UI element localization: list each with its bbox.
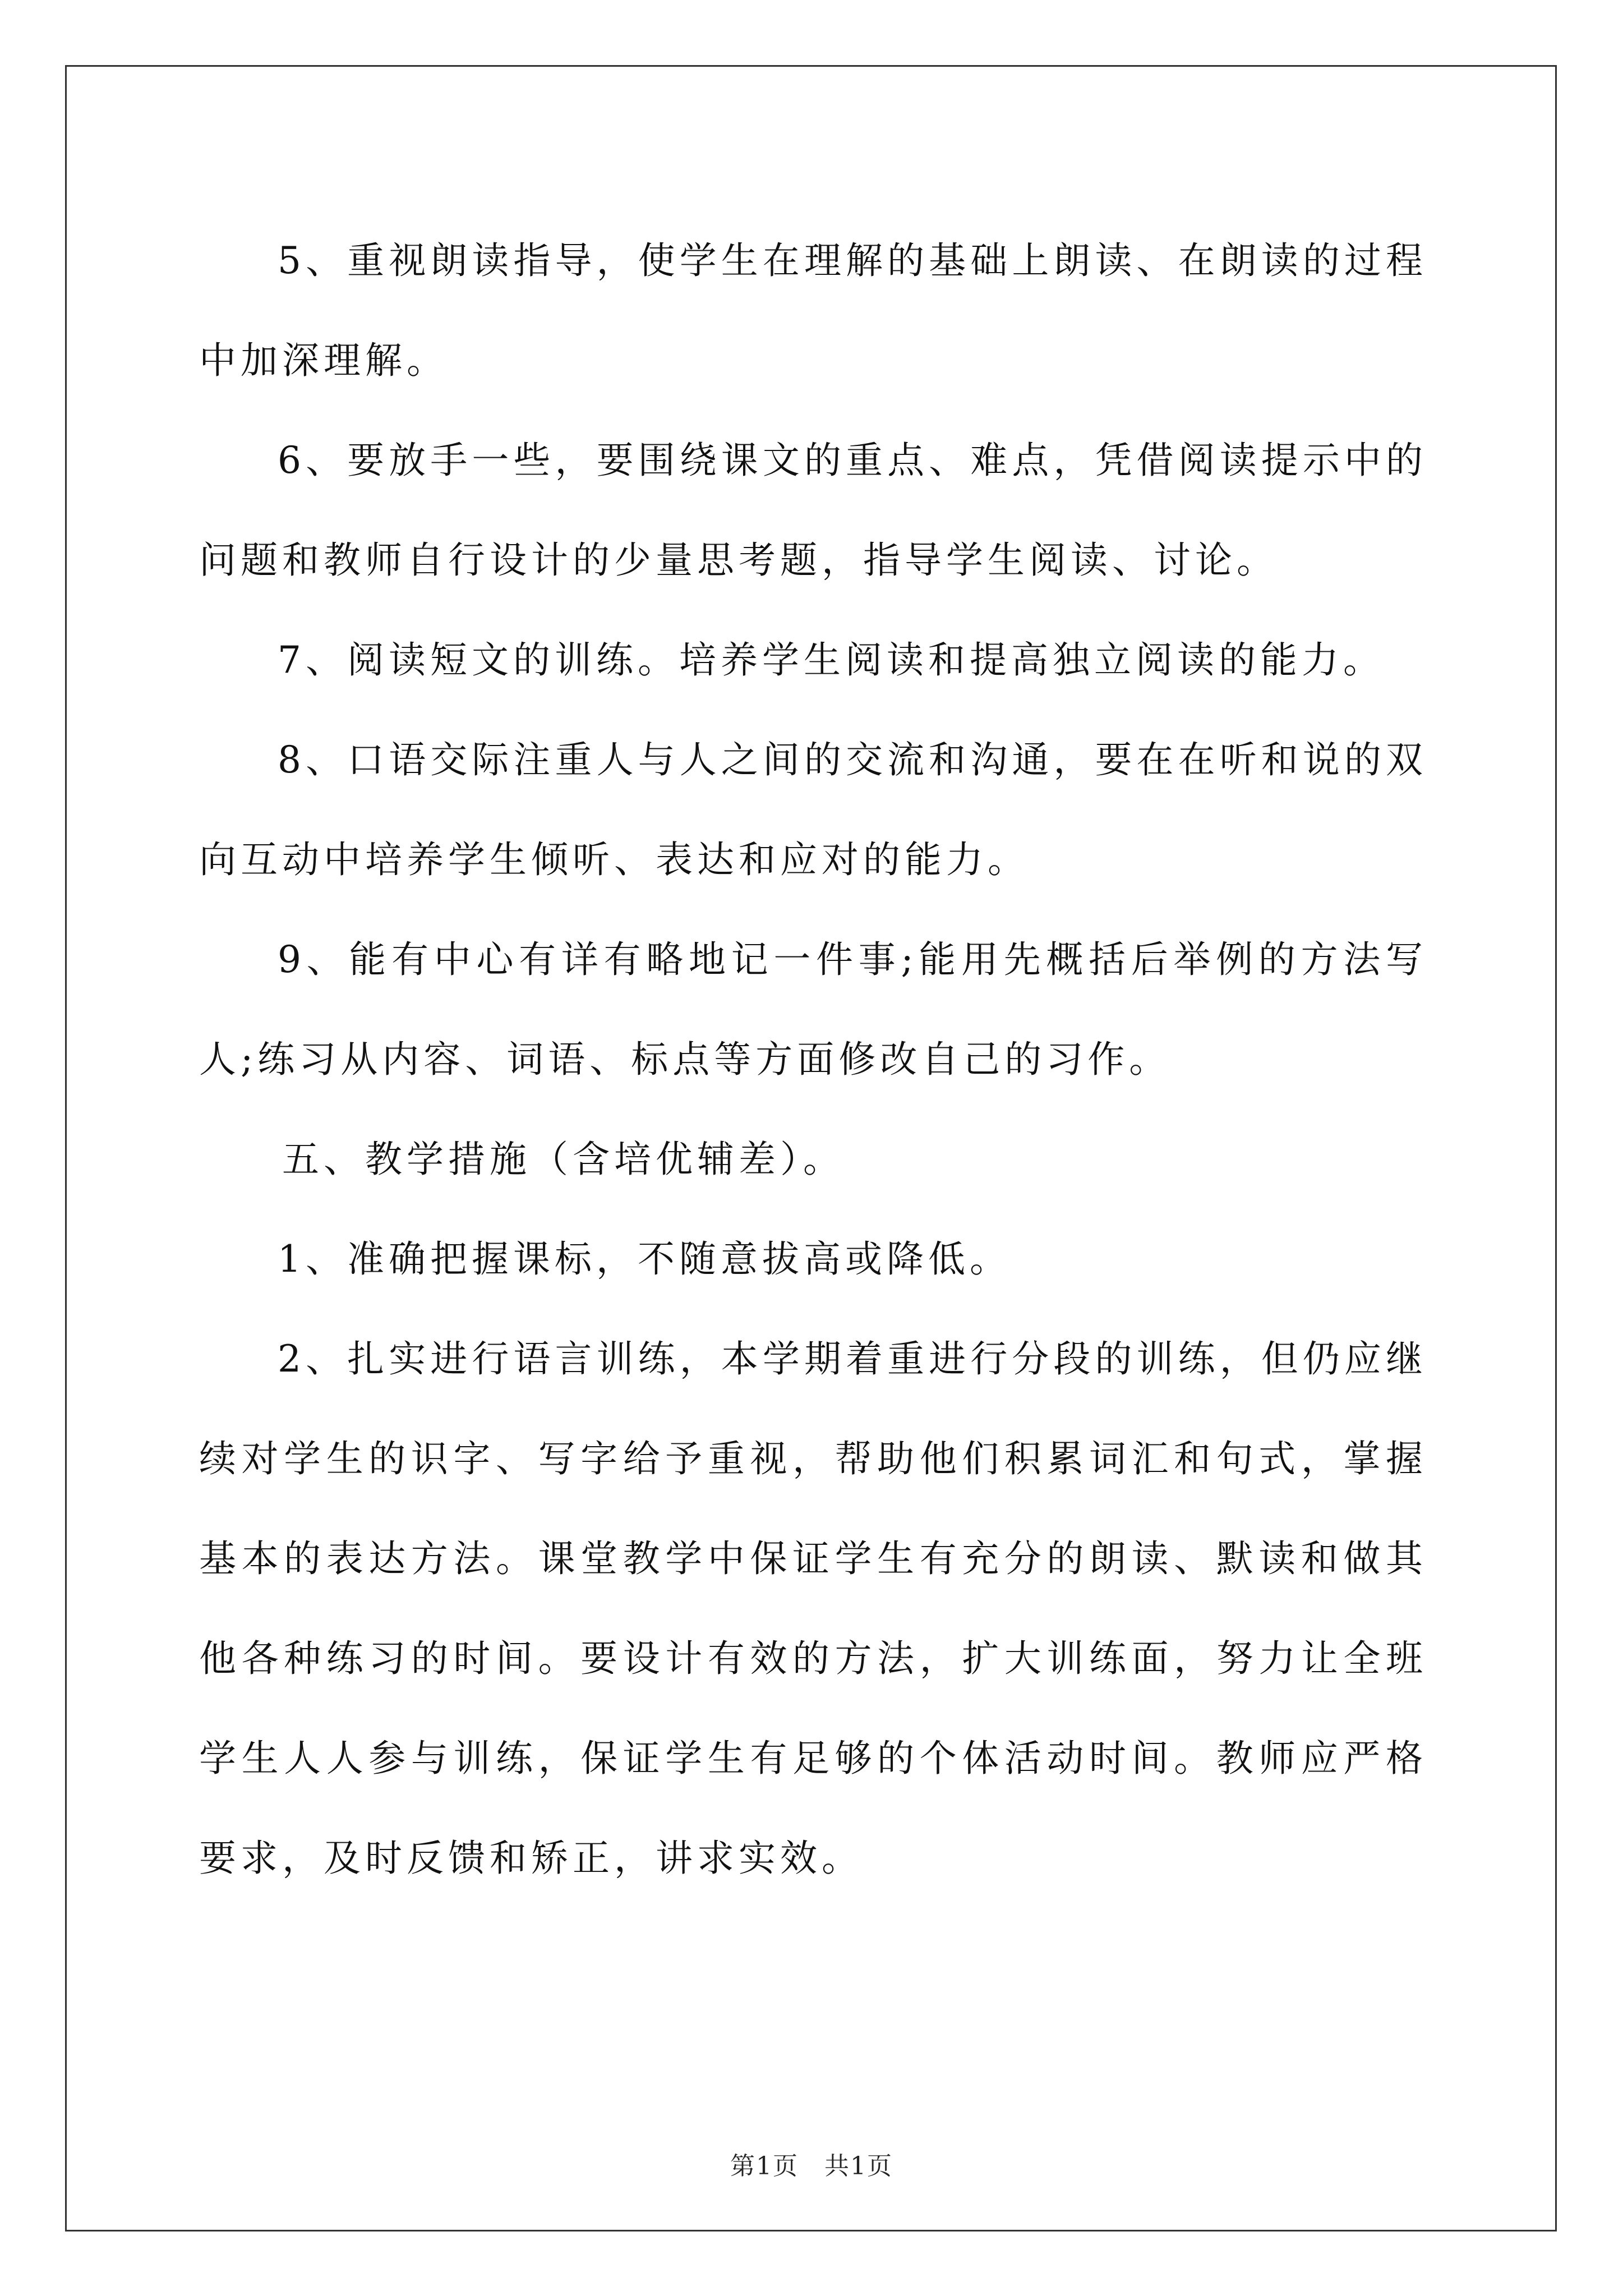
paragraph-item-7: 7、阅读短文的训练。培养学生阅读和提高独立阅读的能力。 <box>278 638 1385 682</box>
page-number-footer: 第1页 共1页 <box>730 2152 893 2180</box>
paragraph-item-9: 9、能有中心有详有略地记一件事;能用先概括后举例的方法写人;练习从内容、词语、标点等方面修改自己的习作。 <box>199 938 1427 1081</box>
paragraph-item-6: 6、要放手一些，要围绕课文的重点、难点，凭借阅读提示中的问题和教师自行设计的少量思考题，指导学生阅读、讨论。 <box>199 439 1427 582</box>
paragraph-item-5: 5、重视朗读指导，使学生在理解的基础上朗读、在朗读的过程中加深理解。 <box>199 239 1427 382</box>
measure-item-1: 1、准确把握课标，不随意拔高或降低。 <box>278 1237 1011 1281</box>
measure-item-2: 2、扎实进行语言训练，本学期着重进行分段的训练，但仍应继续对学生的识字、写字给予重视，帮助他们积累词汇和句式，掌握基本的表达方法。课堂教学中保证学生有充分的朗读、默读和做其他各种练习的时间。要设计有效的方法，扩大训练面，努力让全班学生人人参与训练，保证学生有足够的个体活动时间。教师应严格要求，及时反馈和矫正，讲求实效。 <box>199 1337 1427 1880</box>
section-heading-teaching-measures: 五、教学措施（含培优辅差）。 <box>282 1138 845 1181</box>
document-body <box>199 211 1427 1908</box>
paragraph-item-8: 8、口语交际注重人与人之间的交流和沟通，要在在听和说的双向互动中培养学生倾听、表达和应对的能力。 <box>199 738 1427 881</box>
